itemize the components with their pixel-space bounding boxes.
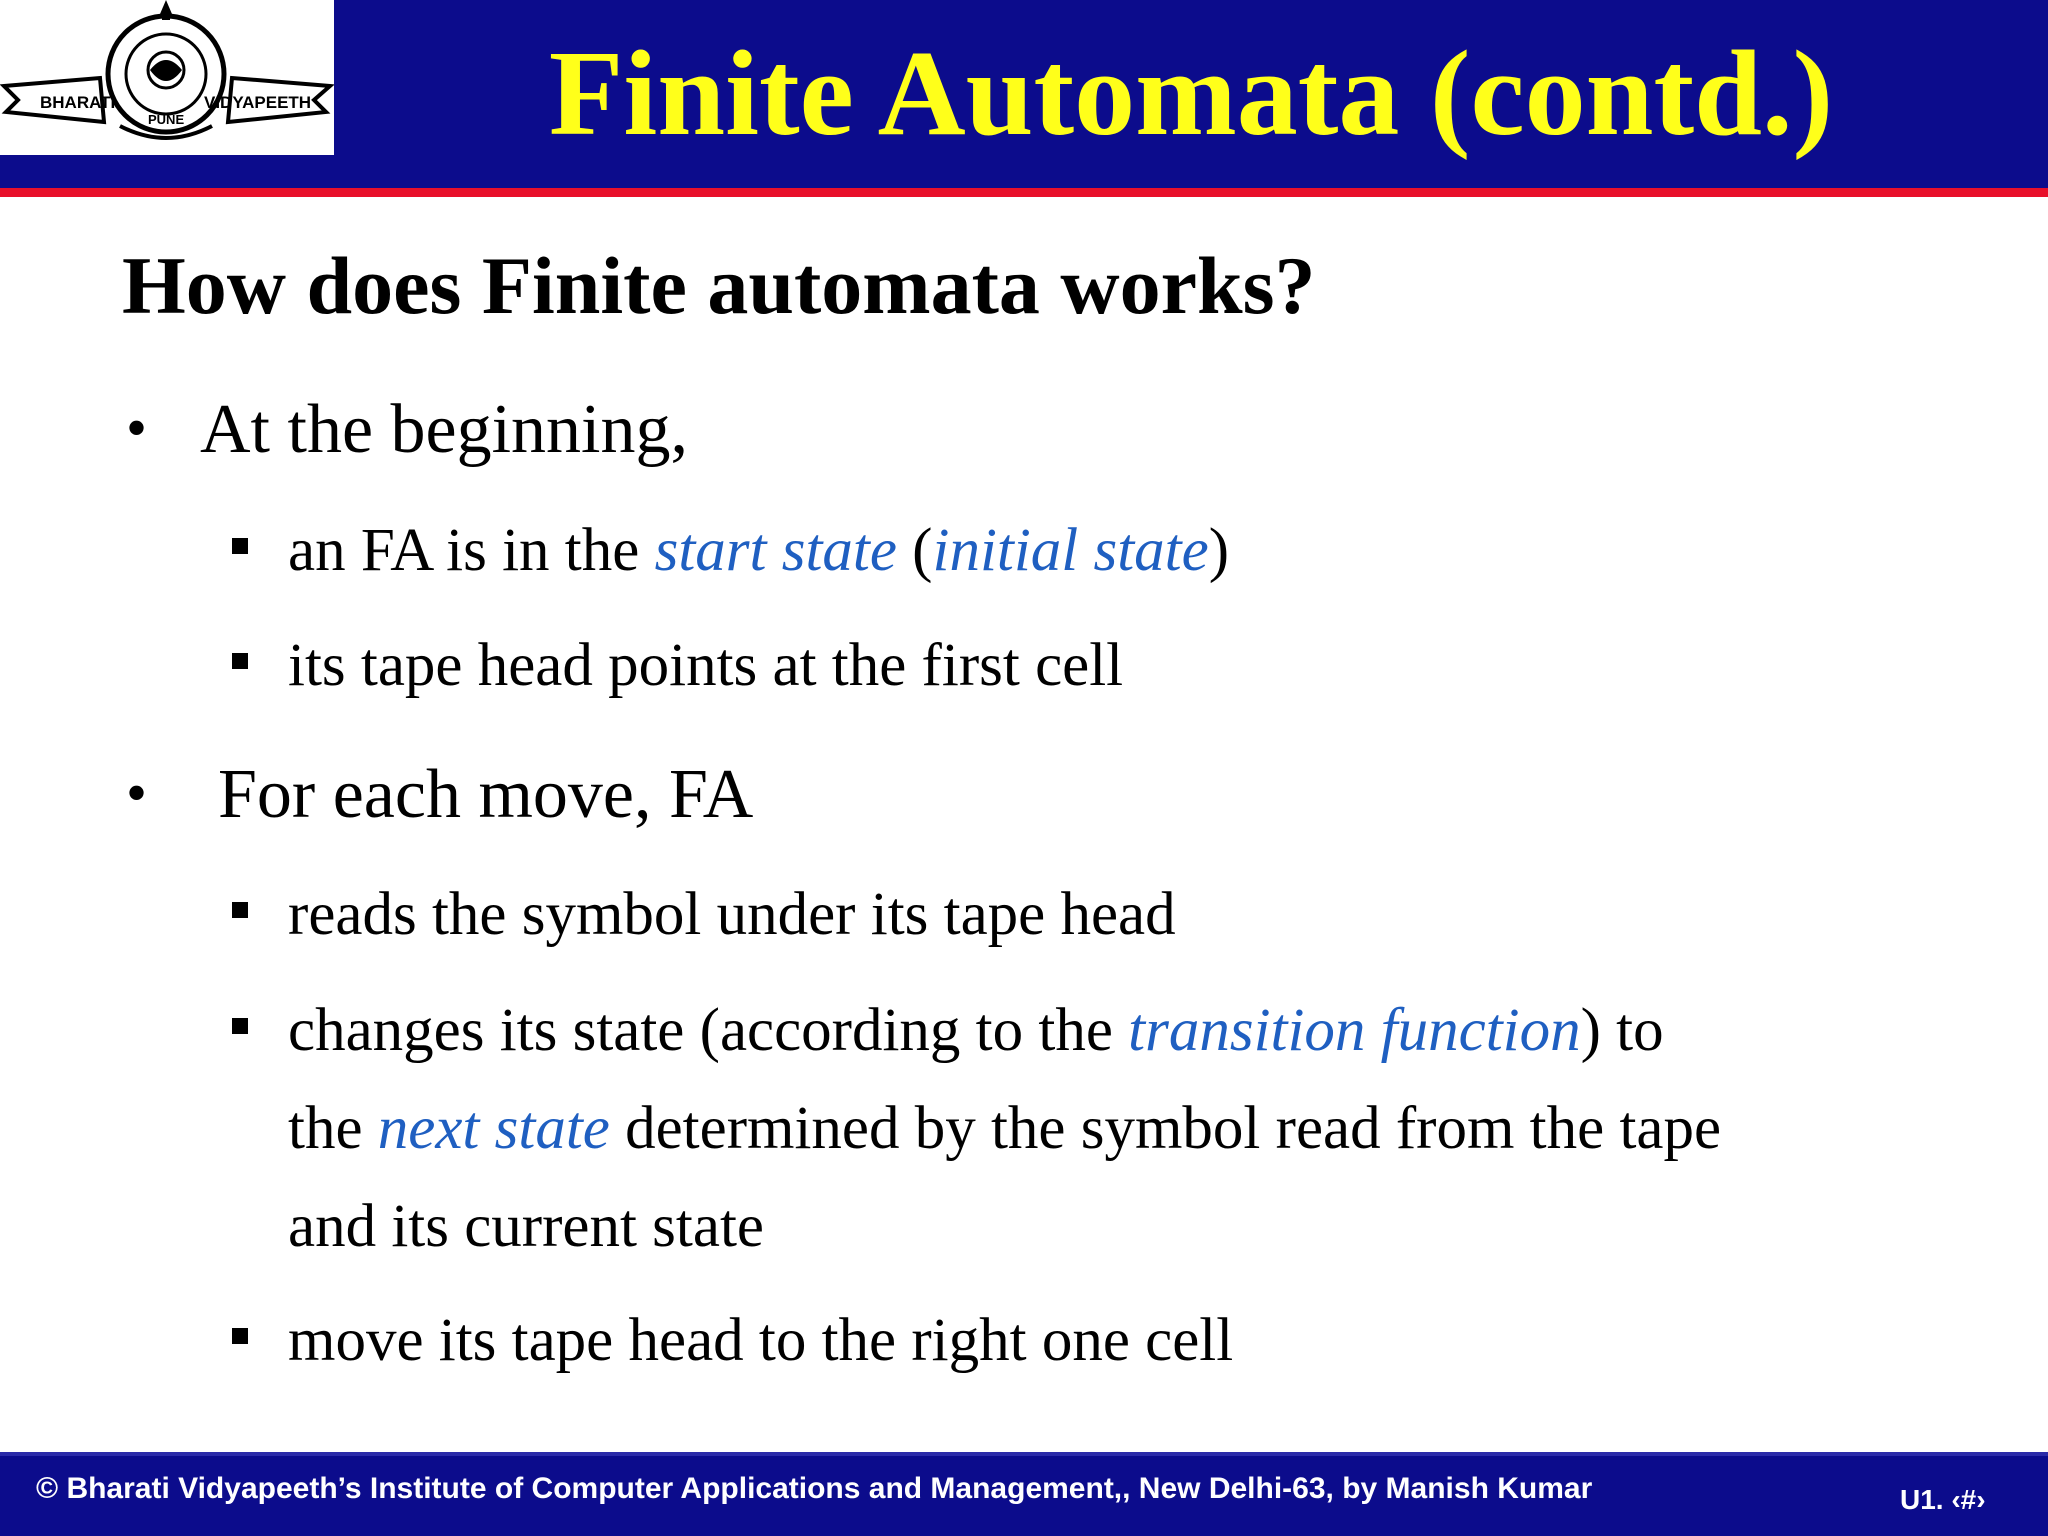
term-next-state: next state [377, 1095, 610, 1162]
logo-bottom-text: PUNE [148, 112, 185, 127]
text-segment: ) [1208, 517, 1230, 584]
square-bullet-icon [232, 1018, 248, 1034]
subbullet-changes-state-line2 [288, 1095, 1722, 1162]
subbullet-changes-state-line3: and its current state [288, 1193, 764, 1260]
logo-right-text: VIDYAPEETH [204, 93, 312, 112]
slide-number: U1. ‹#› [1900, 1484, 1986, 1515]
text-segment: an FA is in the [288, 517, 655, 584]
term-transition-function: transition function [1128, 997, 1581, 1064]
text-segment: determined by the symbol read from the tape [609, 1095, 1722, 1162]
subbullet-changes-state-line1 [288, 997, 1664, 1064]
square-bullet-icon [232, 538, 248, 554]
institute-logo [0, 0, 334, 155]
slide-heading: How does Finite automata works? [122, 240, 1316, 331]
subbullet-reads-symbol: reads the symbol under its tape head [288, 881, 1176, 948]
bullet-dot-icon: • [126, 760, 148, 826]
term-initial-state: initial state [932, 517, 1209, 584]
text-segment: ) to [1580, 997, 1664, 1064]
bullet-at-beginning: At the beginning, [200, 391, 688, 468]
text-segment: changes its state (according to the [288, 997, 1129, 1064]
term-start-state: start state [654, 517, 897, 584]
text-segment: the [288, 1095, 378, 1162]
footer-credit: © Bharati Vidyapeeth’s Institute of Computer Applications and Management,, New Delhi-63, by Manish Kumar [36, 1472, 1593, 1505]
subbullet-move-head: move its tape head to the right one cell [288, 1307, 1234, 1374]
square-bullet-icon [232, 1328, 248, 1344]
header-divider [0, 188, 2048, 197]
logo-emblem-icon [0, 0, 334, 155]
slide-title: Finite Automata (contd.) [548, 26, 1834, 161]
subbullet-start-state [288, 517, 1230, 584]
bullet-dot-icon: • [126, 395, 148, 461]
logo-left-text: BHARATI [40, 93, 116, 112]
subbullet-tape-head: its tape head points at the first cell [288, 632, 1124, 699]
square-bullet-icon [232, 653, 248, 669]
bullet-each-move: For each move, FA [218, 756, 754, 833]
text-segment: ( [896, 517, 933, 584]
square-bullet-icon [232, 902, 248, 918]
